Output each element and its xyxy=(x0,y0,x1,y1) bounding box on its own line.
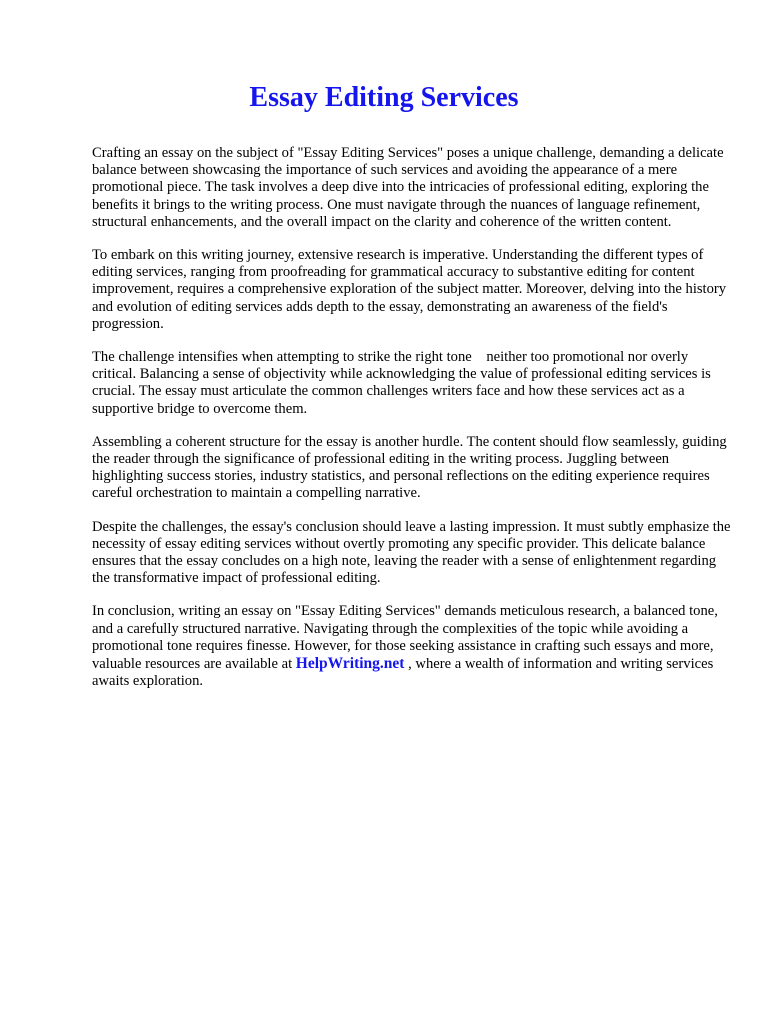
paragraph-5: Despite the challenges, the essay's conclusion should leave a lasting impression. It must subtly emphasize the necessity of essay editing services without overtly promoting any specific provider. This delicate balance ensures that the essay concludes on a high note, leaving the reader with a sense of enlightenment regarding the transformative impact of professional editing. xyxy=(92,518,731,587)
paragraph-3: The challenge intensifies when attempting to strike the right tone neither too promotional nor overly critical. Balancing a sense of objectivity while acknowledging the value of professional editing services is crucial. The essay must articulate the common challenges writers face and how these services act as a supportive bridge to overcome them. xyxy=(92,349,715,417)
document-body xyxy=(92,145,732,706)
paragraph-6-text-before-link: In conclusion, writing an essay on "Essay Editing Services" demands meticulous research, a balanced tone, and a carefully structured narrative. Navigating through the complexities of the topic while avoiding a promotional tone requires finesse. However, for those seeking assistance in crafting such essays and more, valuable resources are available at xyxy=(92,603,718,673)
helpwriting-link[interactable]: HelpWriting.net xyxy=(295,655,405,673)
paragraph-4: Assembling a coherent structure for the essay is another hurdle. The content should flow seamlessly, guiding the reader through the significance of professional editing in the writing process. Juggling between highlighting success stories, industry statistics, and personal reflections on the editing experience requires careful orchestration to maintain a compelling narrative. xyxy=(92,433,727,502)
paragraph-1: Crafting an essay on the subject of "Essay Editing Services" poses a unique challenge, demanding a delicate balance between showcasing the importance of such services and avoiding the appearance of a mere promotional piece. The task involves a deep dive into the intricacies of professional editing, exploring the benefits it brings to the writing process. One must navigate through the nuances of language refinement, structural enhancements, and the overall impact on the clarity and coherence of the written content. xyxy=(92,145,724,230)
document-title: Essay Editing Services xyxy=(249,82,519,113)
paragraph-6 xyxy=(92,603,732,690)
paragraph-6-text-after-link: , where a wealth of information and writing services awaits exploration. xyxy=(92,656,714,690)
paragraph-2: To embark on this writing journey, extensive research is imperative. Understanding the different types of editing services, ranging from proofreading for grammatical accuracy to substantive editing for content improvement, requires a comprehensive exploration of the subject matter. Moreover, delving into the history and evolution of editing services adds depth to the essay, demonstrating an awareness of the field's progression. xyxy=(92,247,727,332)
